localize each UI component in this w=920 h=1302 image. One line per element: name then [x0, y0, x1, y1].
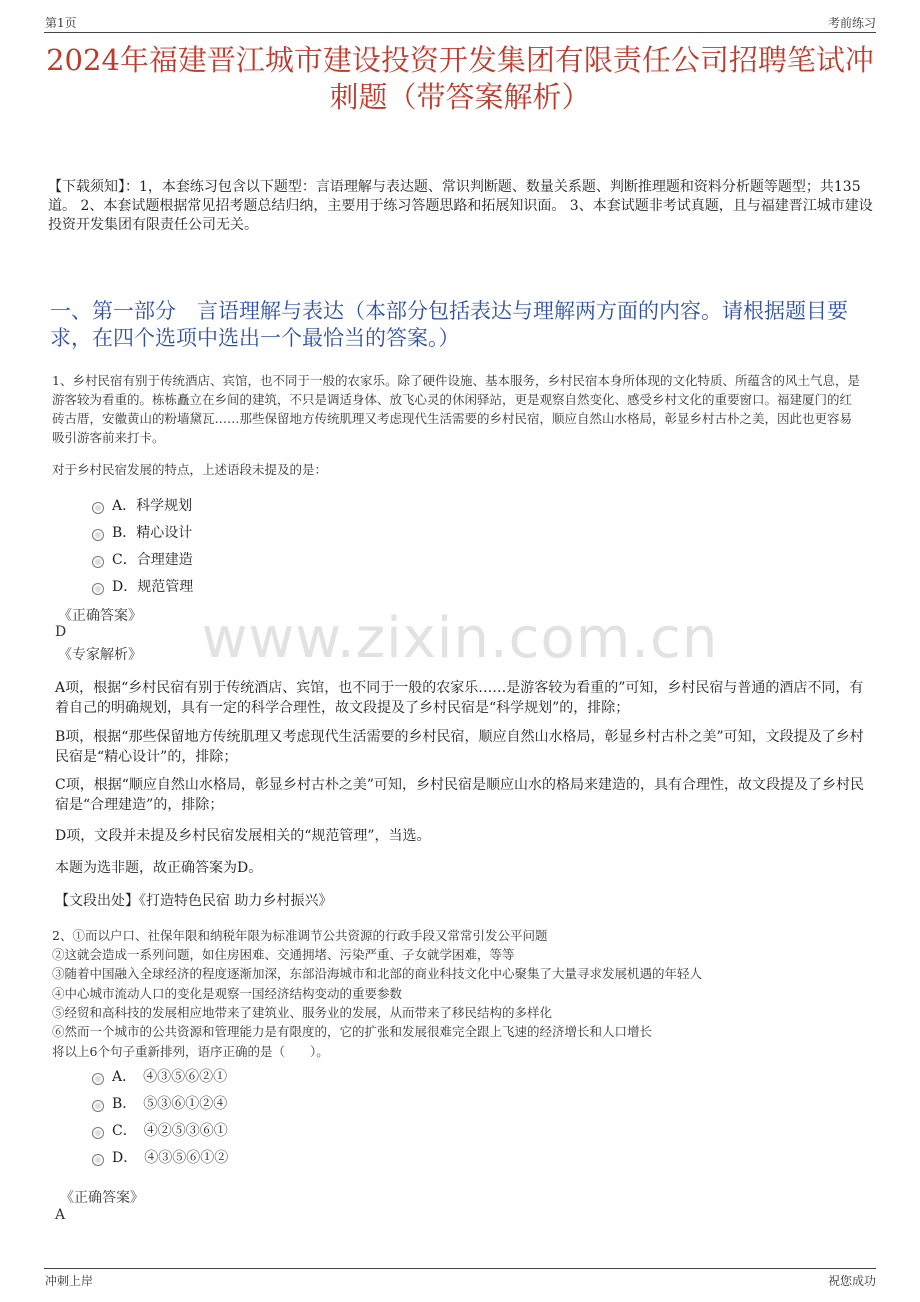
watermark: www.zixin.com.cn — [201, 606, 719, 671]
q1-option-c[interactable]: C．合理建造 — [92, 549, 193, 571]
q2-line-1: 2、①而以户口、社保年限和纳税年限为标准调节公共资源的行政手段又常常引发公平问题 — [52, 928, 548, 943]
q1-option-b[interactable]: B．精心设计 — [92, 522, 192, 544]
radio-icon[interactable] — [92, 502, 104, 514]
q2-option-d[interactable]: D． ④③⑤⑥①② — [92, 1147, 228, 1169]
radio-icon[interactable] — [92, 1073, 104, 1085]
section-title: 一、第一部分 言语理解与表达（本部分包括表达与理解两方面的内容。请根据题目要求，在四个选项中选出一个最恰当的答案。） — [50, 299, 848, 350]
header-right-label: 考前练习 — [827, 16, 876, 30]
q1-source: 【文段出处】《打造特色民宿 助力乡村振兴》 — [55, 893, 333, 909]
q1-analysis-label: 《专家解析》 — [58, 647, 142, 663]
footer-left: 冲刺上岸 — [45, 1274, 94, 1288]
radio-icon[interactable] — [92, 556, 104, 568]
header-rule — [44, 32, 876, 33]
download-notice: 【下载须知】：1，本套练习包含以下题型：言语理解与表达题、常识判断题、数量关系题、判断推理题和资料分析题等题型；共135道。 2、本套试题根据常见招考题总结归纳，主要用于练习答题思路和拓展知识面。 3、本套试题非考试真题，且与福建晋江城市建设投资开发集团有限责任公司无关。 — [48, 179, 873, 233]
radio-icon[interactable] — [92, 583, 104, 595]
radio-icon[interactable] — [92, 529, 104, 541]
q1-stem: 对于乡村民宿发展的特点，上述语段未提及的是： — [52, 462, 328, 477]
footer-rule — [44, 1268, 876, 1269]
q2-line-4: ④中心城市流动人口的变化是观察一国经济结构变动的重要参数 — [52, 986, 403, 1001]
page-number: 第1页 — [45, 16, 77, 30]
radio-icon[interactable] — [92, 1100, 104, 1112]
q1-analysis-c: C项，根据“顺应自然山水格局，彰显乡村古朴之美”可知，乡村民宿是顺应山水的格局来建造的，具有合理性，故文段提及了乡村民宿是“合理建造”的，排除； — [55, 777, 865, 813]
q2-line-6: ⑥然而一个城市的公共资源和管理能力是有限度的，它的扩张和发展很难完全跟上飞速的经济增长和人口增长 — [52, 1024, 653, 1039]
radio-icon[interactable] — [92, 1154, 104, 1166]
q1-analysis-d: D项，文段并未提及乡村民宿发展相关的“规范管理”，当选。 — [55, 828, 431, 844]
q2-line-3: ③随着中国融入全球经济的程度逐渐加深，东部沿海城市和北部的商业科技文化中心聚集了大量寻求发展机遇的年轻人 — [52, 966, 703, 981]
q2-option-c[interactable]: C． ④②⑤③⑥① — [92, 1120, 228, 1142]
q2-option-a[interactable]: A． ④③⑤⑥②① — [92, 1066, 227, 1088]
q1-passage: 1、乡村民宿有别于传统酒店、宾馆，也不同于一般的农家乐。除了硬件设施、基本服务，乡村民宿本身所体现的文化特质、所蕴含的风土气息，是游客较为看重的。栋栋矗立在乡间的建筑，不只是调适身体、放飞心灵的休闲驿站，更是观察自然变化、感受乡村文化的重要窗口。福建厦门的红砖古厝，安徽黄山的粉墙黛瓦……那些保留地方传统肌理又考虑现代生活需要的乡村民宿，顺应自然山水格局，彰显乡村古朴之美，因此也更容易吸引游客前来打卡。 — [52, 373, 860, 445]
q1-answer: D — [55, 624, 67, 640]
q2-line-5: ⑤经贸和高科技的发展相应地带来了建筑业、服务业的发展，从而带来了移民结构的多样化 — [52, 1005, 553, 1020]
footer-right: 祝您成功 — [827, 1274, 876, 1288]
q1-option-d[interactable]: D．规范管理 — [92, 576, 193, 598]
q2-answer-label: 《正确答案》 — [60, 1190, 144, 1206]
q2-line-2: ②这就会造成一系列问题，如住房困难、交通拥堵、污染严重、子女就学困难，等等 — [52, 947, 515, 962]
document-title: 2024年福建晋江城市建设投资开发集团有限责任公司招聘笔试冲刺题（带答案解析） — [46, 43, 874, 114]
q2-answer: A — [55, 1207, 66, 1223]
q1-analysis-b: B项，根据“那些保留地方传统肌理又考虑现代生活需要的乡村民宿，顺应自然山水格局，彰显乡村古朴之美”可知，文段提及了乡村民宿是“精心设计”的，排除； — [55, 729, 864, 765]
q1-conclusion: 本题为选非题，故正确答案为D。 — [55, 860, 263, 876]
radio-icon[interactable] — [92, 1127, 104, 1139]
q1-option-a[interactable]: A．科学规划 — [92, 495, 192, 517]
q2-stem: 将以上6个句子重新排列，语序正确的是（ ）。 — [52, 1044, 329, 1059]
q1-analysis-a: A项，根据“乡村民宿有别于传统酒店、宾馆，也不同于一般的农家乐……是游客较为看重的”可知，乡村民宿与普通的酒店不同，有着自己的明确规划，具有一定的科学合理性，故文段提及了乡村民宿是“科学规划”的，排除； — [55, 680, 864, 716]
q1-answer-label: 《正确答案》 — [58, 608, 142, 624]
q2-option-b[interactable]: B． ⑤③⑥①②④ — [92, 1093, 227, 1115]
